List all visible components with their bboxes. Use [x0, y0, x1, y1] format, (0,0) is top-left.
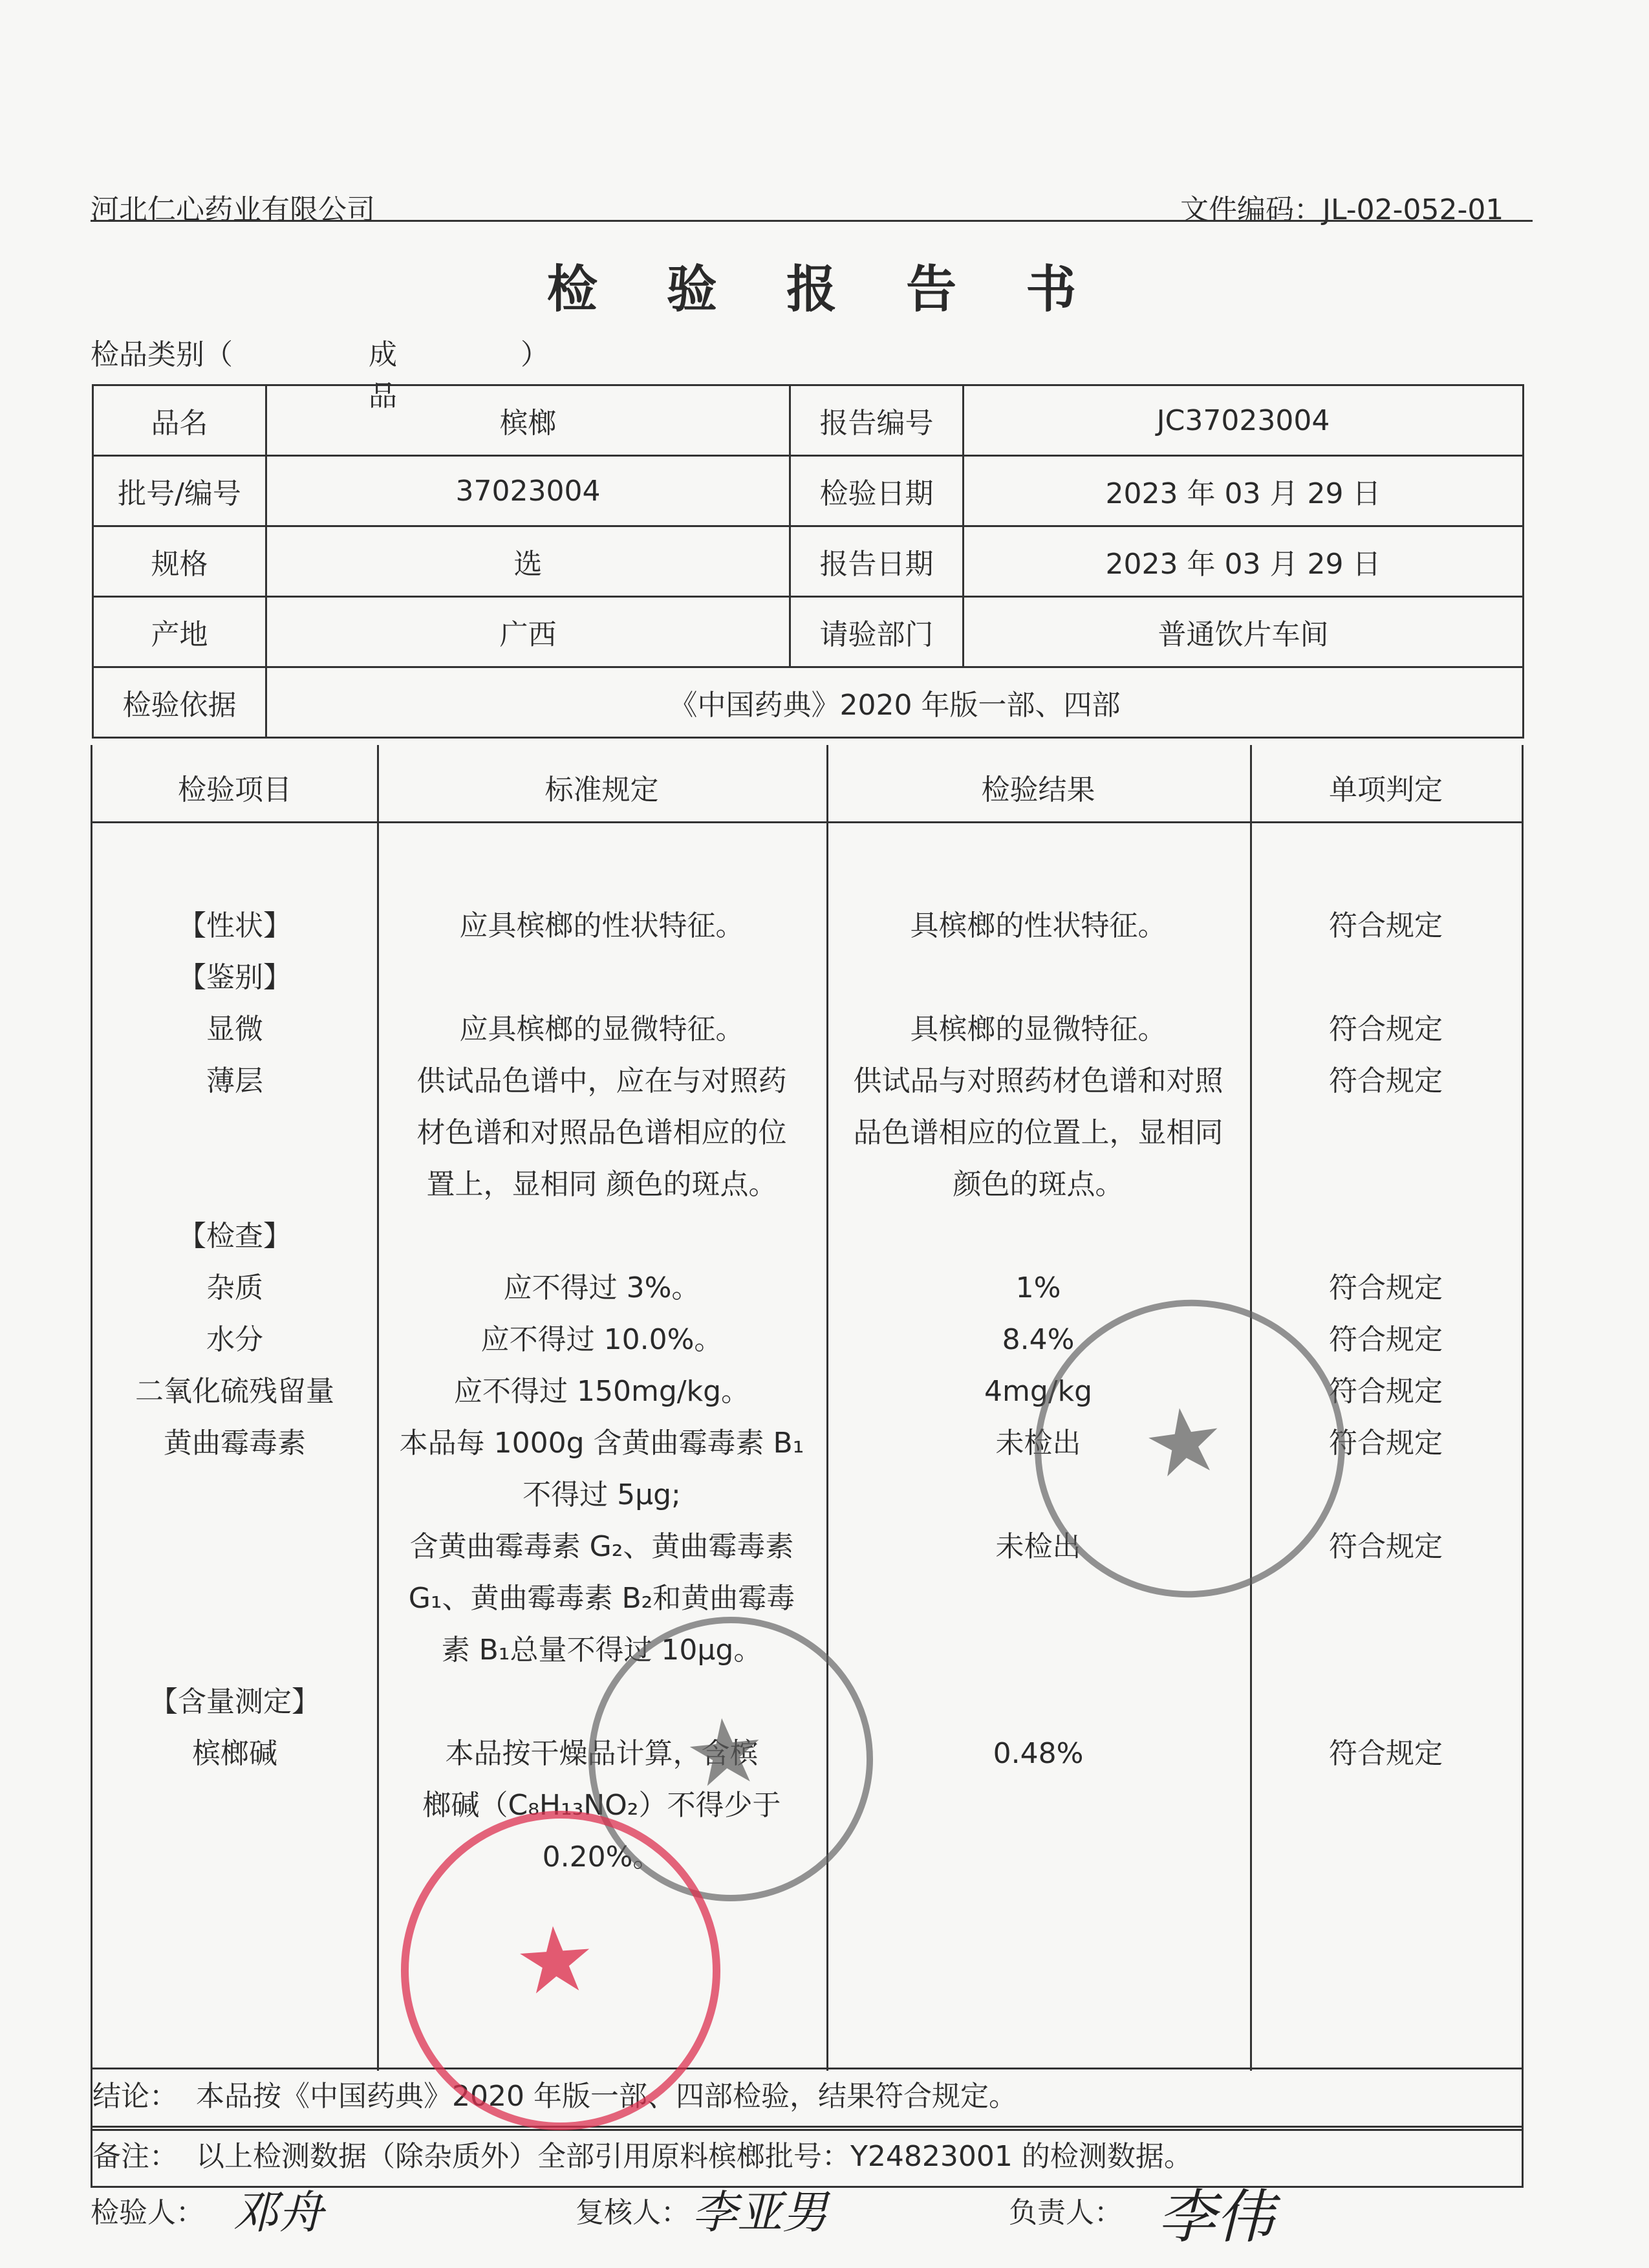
col-header-standard: 标准规定	[544, 773, 659, 806]
result-afla2: 未检出	[995, 1530, 1081, 1563]
info-table	[92, 384, 1524, 739]
info-row	[93, 385, 1524, 456]
info-row	[93, 597, 1524, 667]
company-header: 河北仁心药业有限公司	[91, 193, 375, 226]
item-xianwei: 显微	[206, 1013, 263, 1046]
item-jianbie: 【鉴别】	[178, 961, 292, 994]
std-xianwei: 应具槟榔的显微特征。	[459, 1013, 744, 1046]
basis-value: 《中国药典》2020 年版一部、四部	[266, 667, 1524, 738]
result-baoceng-line: 颜色的斑点。	[953, 1168, 1124, 1201]
judge-arecoline: 符合规定	[1329, 1737, 1443, 1770]
col-header-item: 检验项目	[178, 773, 292, 806]
conclusion-text: 本品按《中国药典》2020 年版一部、四部检验，结果符合规定。	[196, 2080, 1017, 2113]
name-value: 槟榔	[266, 385, 790, 456]
report-date-label: 报告日期	[790, 526, 964, 597]
test-date-label: 检验日期	[790, 456, 964, 526]
dept-label: 请验部门	[790, 597, 964, 667]
judge-afla2: 符合规定	[1329, 1530, 1443, 1563]
product-category	[91, 331, 549, 413]
origin-value: 广西	[266, 597, 790, 667]
std-baoceng-line: 置上，显相同 颜色的斑点。	[426, 1168, 777, 1201]
conclusion-label: 结论：	[92, 2080, 178, 2113]
result-afla1: 未检出	[995, 1427, 1081, 1460]
manager-signature: 李伟	[1158, 2183, 1274, 2251]
result-zazhi: 1%	[1015, 1271, 1061, 1304]
category-close: ）	[521, 338, 549, 371]
category-label: 检品类别（	[91, 338, 233, 371]
std-arecoline-line: 0.20%。	[542, 1841, 662, 1874]
result-shuifen: 8.4%	[1002, 1323, 1075, 1356]
result-xingzhuang: 具槟榔的性状特征。	[910, 909, 1167, 942]
spec-value: 选	[266, 526, 790, 597]
remark-text: 以上检测数据（除杂质外）全部引用原料槟榔批号：Y24823001 的检测数据。	[196, 2140, 1192, 2173]
result-xianwei: 具槟榔的显微特征。	[910, 1013, 1167, 1046]
judge-baoceng: 符合规定	[1329, 1064, 1443, 1097]
item-xingzhuang: 【性状】	[178, 909, 292, 942]
item-hanliang: 【含量测定】	[149, 1685, 320, 1718]
result-baoceng-line: 品色谱相应的位置上，显相同	[853, 1116, 1223, 1149]
judge-zazhi: 符合规定	[1329, 1271, 1443, 1304]
batch-label: 批号/编号	[93, 456, 266, 526]
stamp-star-icon: ★	[679, 1696, 771, 1809]
judge-so2: 符合规定	[1329, 1375, 1443, 1408]
item-afla: 黄曲霉毒素	[164, 1427, 306, 1460]
std-afla2-line: 素 B₁总量不得过 10μg。	[441, 1634, 762, 1667]
std-so2: 应不得过 150mg/kg。	[454, 1375, 749, 1408]
batch-value: 37023004	[266, 456, 790, 526]
info-row	[93, 526, 1524, 597]
spec-label: 规格	[93, 526, 266, 597]
report-date-value: 2023 年 03 月 29 日	[964, 526, 1524, 597]
remark-label: 备注：	[92, 2140, 178, 2173]
std-afla2-line: G₁、黄曲霉毒素 B₂和黄曲霉毒	[408, 1582, 795, 1615]
item-baoceng: 薄层	[206, 1064, 263, 1097]
test-date-value: 2023 年 03 月 29 日	[964, 456, 1524, 526]
std-afla1-line: 不得过 5μg;	[523, 1478, 681, 1511]
reviewer-label: 复核人：	[576, 2196, 689, 2229]
info-row	[93, 456, 1524, 526]
reviewer-signature: 李亚男	[692, 2186, 828, 2239]
item-shuifen: 水分	[206, 1323, 263, 1356]
item-zazhi: 杂质	[206, 1271, 263, 1304]
judge-xingzhuang: 符合规定	[1329, 909, 1443, 942]
dept-value: 普通饮片车间	[964, 597, 1524, 667]
file-code: 文件编码：JL-02-052-01	[1180, 193, 1504, 226]
header-divider	[91, 220, 1533, 222]
col-header-judgement: 单项判定	[1329, 773, 1443, 806]
item-arecoline: 槟榔碱	[192, 1737, 277, 1770]
manager-label: 负责人：	[1009, 2196, 1123, 2229]
inspector-label: 检验人：	[91, 2196, 204, 2229]
std-afla1-line: 本品每 1000g 含黄曲霉毒素 B₁	[399, 1427, 804, 1460]
category-value: 成品	[369, 338, 397, 413]
std-baoceng-line: 供试品色谱中，应在与对照药	[416, 1064, 787, 1097]
std-xingzhuang: 应具槟榔的性状特征。	[459, 909, 744, 942]
std-arecoline-line: 榔碱（C₈H₁₃NO₂）不得少于	[422, 1789, 781, 1822]
item-so2: 二氧化硫残留量	[135, 1375, 334, 1408]
judge-afla1: 符合规定	[1329, 1427, 1443, 1460]
std-arecoline-line: 本品按干燥品计算，含槟	[445, 1737, 759, 1770]
std-afla2-line: 含黄曲霉毒素 G₂、黄曲霉毒素	[409, 1530, 794, 1563]
basis-label: 检验依据	[93, 667, 266, 738]
result-baoceng-line: 供试品与对照药材色谱和对照	[853, 1064, 1223, 1097]
stamp-star-icon: ★	[1136, 1385, 1232, 1501]
judge-xianwei: 符合规定	[1329, 1013, 1443, 1046]
report-no-value: JC37023004	[964, 385, 1524, 456]
name-label: 品名	[93, 385, 266, 456]
result-arecoline: 0.48%	[993, 1737, 1084, 1770]
header-row-divider	[92, 821, 1522, 823]
std-zazhi: 应不得过 3%。	[503, 1271, 700, 1304]
page-title: 检 验 报 告 书	[546, 261, 1103, 319]
std-shuifen: 应不得过 10.0%。	[480, 1323, 723, 1356]
inspector-signature: 邓舟	[233, 2186, 323, 2239]
judge-shuifen: 符合规定	[1329, 1323, 1443, 1356]
stamp-star-icon: ★	[511, 1905, 599, 2016]
col-header-result: 检验结果	[981, 773, 1095, 806]
std-baoceng-line: 材色谱和对照品色谱相应的位	[416, 1116, 787, 1149]
item-jiancha: 【检查】	[178, 1220, 292, 1253]
report-no-label: 报告编号	[790, 385, 964, 456]
result-so2: 4mg/kg	[984, 1375, 1093, 1408]
origin-label: 产地	[93, 597, 266, 667]
info-row	[93, 667, 1524, 738]
conclusion-divider	[92, 2068, 1522, 2069]
